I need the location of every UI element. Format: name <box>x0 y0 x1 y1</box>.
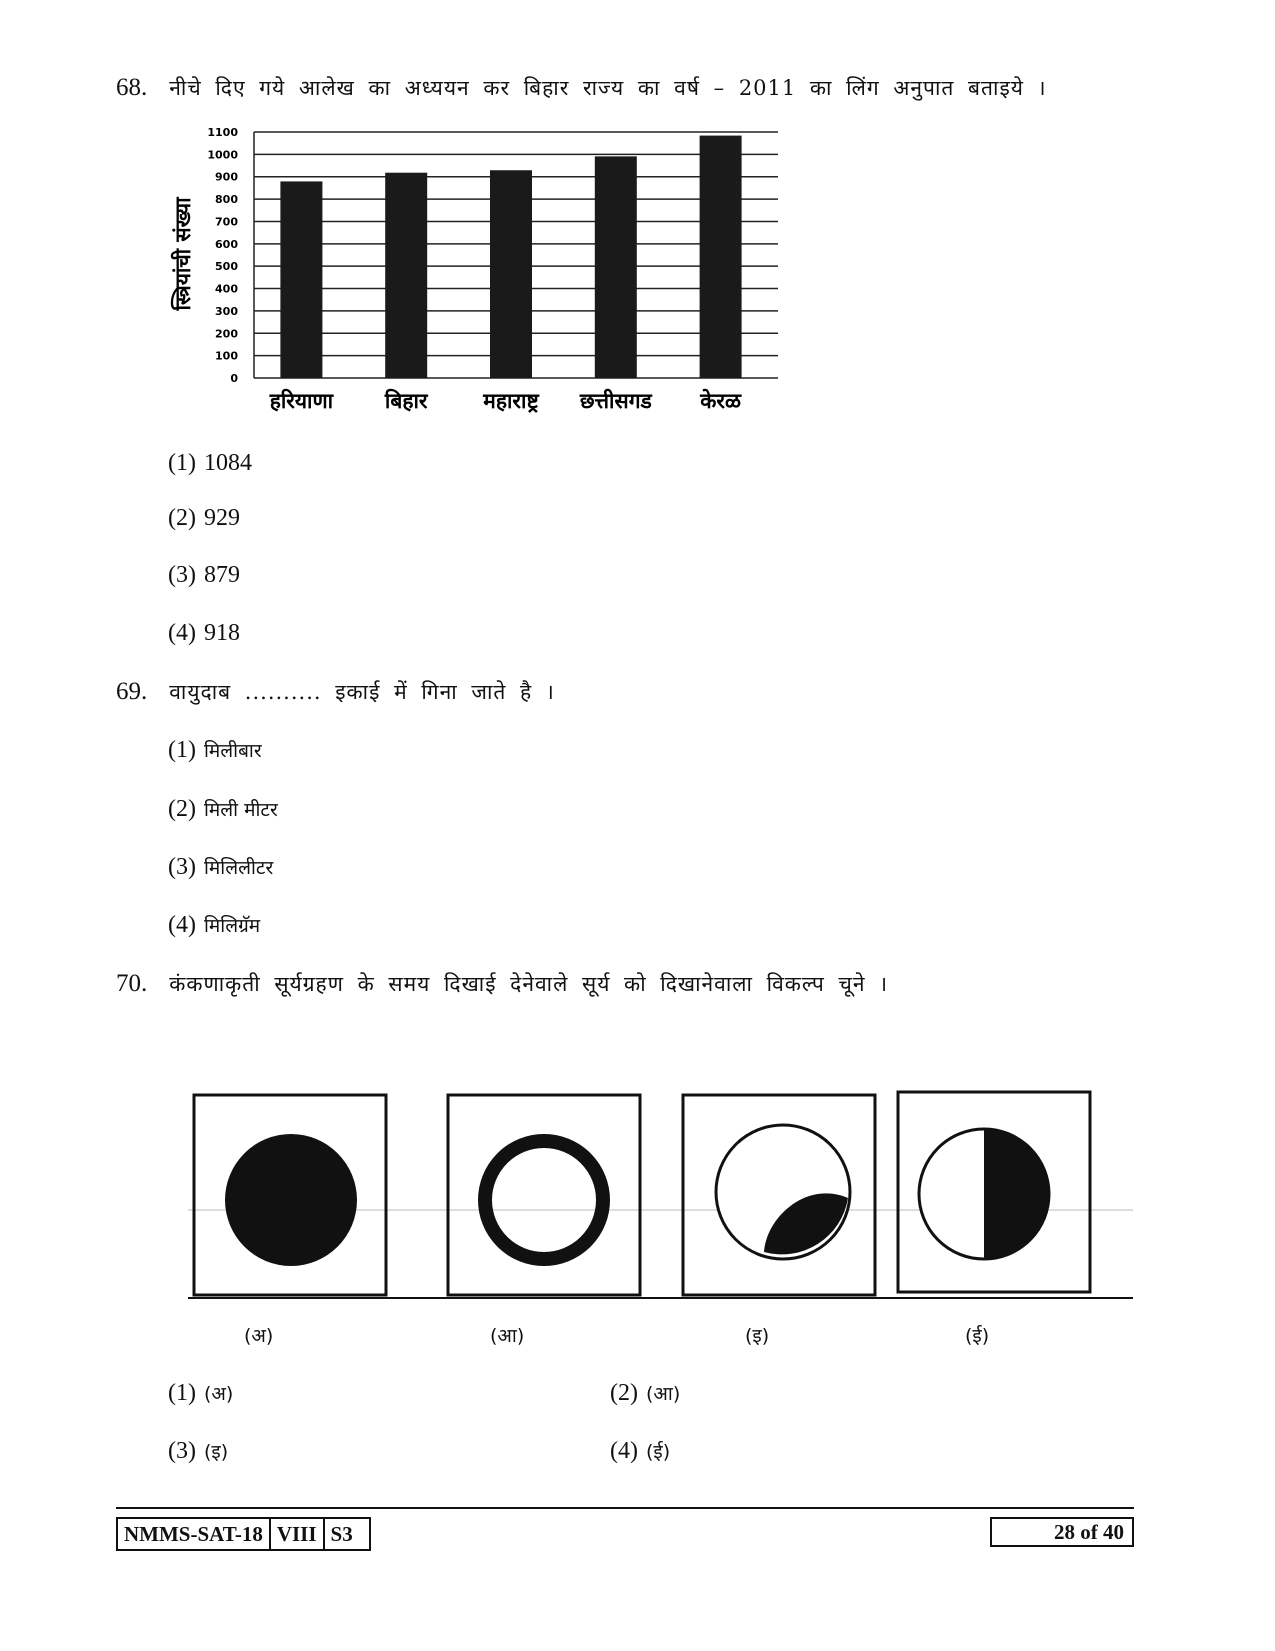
q69-option-3[interactable]: (3) मिलिलीटर <box>168 854 274 880</box>
x-tick-label: छत्तीसगड <box>579 389 652 413</box>
chart-x-labels <box>269 388 742 413</box>
y-tick-label: 800 <box>215 193 238 207</box>
x-tick-label: बिहार <box>384 389 428 413</box>
exam-class: VIII <box>271 1519 325 1549</box>
q70-option-3[interactable]: (3) (इ) <box>168 1438 229 1464</box>
chart-bar <box>490 170 532 378</box>
figure-label-a: (अ) <box>244 1325 274 1347</box>
question-text: कंकणाकृती सूर्यग्रहण के समय दिखाई देनेवाले सूर्य को दिखानेवाला विकल्प चूने । <box>169 972 889 996</box>
bar-chart <box>168 126 818 436</box>
y-tick-label: 700 <box>215 215 238 229</box>
chart-bar <box>700 136 742 378</box>
chart-bar <box>595 156 637 378</box>
figure-aa <box>448 1095 640 1295</box>
question-number: 69. <box>116 678 148 705</box>
question-number: 70. <box>116 970 148 997</box>
figure-label-ii: (ई) <box>965 1325 990 1347</box>
q68-option-2[interactable]: (2) 929 <box>168 505 240 531</box>
q69-option-4[interactable]: (4) मिलिग्रॅम <box>168 912 261 938</box>
y-tick-label: 0 <box>230 372 238 385</box>
footer-code-box <box>116 1517 371 1551</box>
x-tick-label: हरियाणा <box>269 389 334 413</box>
q69-option-2[interactable]: (2) मिली मीटर <box>168 796 278 822</box>
figure-label-aa: (आ) <box>490 1325 525 1347</box>
q70-option-2[interactable]: (2) (आ) <box>610 1380 681 1406</box>
chart-bars <box>280 136 741 378</box>
q68-option-3[interactable]: (3) 879 <box>168 562 240 588</box>
q69-option-1[interactable]: (1) मिलीबार <box>168 737 262 763</box>
exam-code: NMMS-SAT-18 <box>118 1519 271 1549</box>
q68-option-4[interactable]: (4) 918 <box>168 620 240 646</box>
y-tick-label: 500 <box>215 260 238 274</box>
q70-option-1[interactable]: (1) (अ) <box>168 1380 234 1406</box>
page-number: 28 of 40 <box>990 1517 1134 1547</box>
x-tick-label: महाराष्ट्र <box>483 389 539 413</box>
figure-i <box>683 1095 875 1295</box>
q70-option-4[interactable]: (4) (ई) <box>610 1438 671 1464</box>
x-tick-label: केरळ <box>700 389 741 413</box>
figure-a <box>194 1095 386 1295</box>
chart-bar <box>385 173 427 378</box>
full-dark-disc-icon <box>225 1134 357 1266</box>
y-tick-label: 200 <box>215 327 238 341</box>
half-dark-disc-icon <box>984 1129 1049 1259</box>
chart-bar <box>280 181 322 378</box>
question-68 <box>116 74 1047 102</box>
footer-rule <box>116 1507 1134 1509</box>
y-tick-label: 1100 <box>207 126 238 139</box>
chart-y-ticks <box>207 126 238 385</box>
chart-y-axis-label: स्त्रियांची संख्या <box>171 197 195 311</box>
y-tick-label: 1000 <box>207 148 238 162</box>
question-69 <box>116 678 555 706</box>
y-tick-label: 100 <box>215 349 238 363</box>
dark-ring-icon <box>485 1141 603 1259</box>
y-tick-label: 600 <box>215 237 238 251</box>
figure-label-i: (इ) <box>745 1325 770 1347</box>
eclipse-figure <box>188 1080 1138 1310</box>
exam-set: S3 <box>330 1521 353 1546</box>
y-tick-label: 400 <box>215 282 238 296</box>
figure-ii <box>898 1092 1090 1292</box>
y-tick-label: 900 <box>215 170 238 184</box>
question-text: नीचे दिए गये आलेख का अध्ययन कर बिहार राज्य का वर्ष – 2011 का लिंग अनुपात बताइये । <box>169 76 1047 100</box>
q68-option-1[interactable]: (1) 1084 <box>168 450 252 476</box>
question-number: 68. <box>116 74 148 101</box>
y-tick-label: 300 <box>215 304 238 318</box>
question-70 <box>116 970 888 998</box>
question-text: वायुदाब .......... इकाई में गिना जाते है । <box>169 680 555 704</box>
